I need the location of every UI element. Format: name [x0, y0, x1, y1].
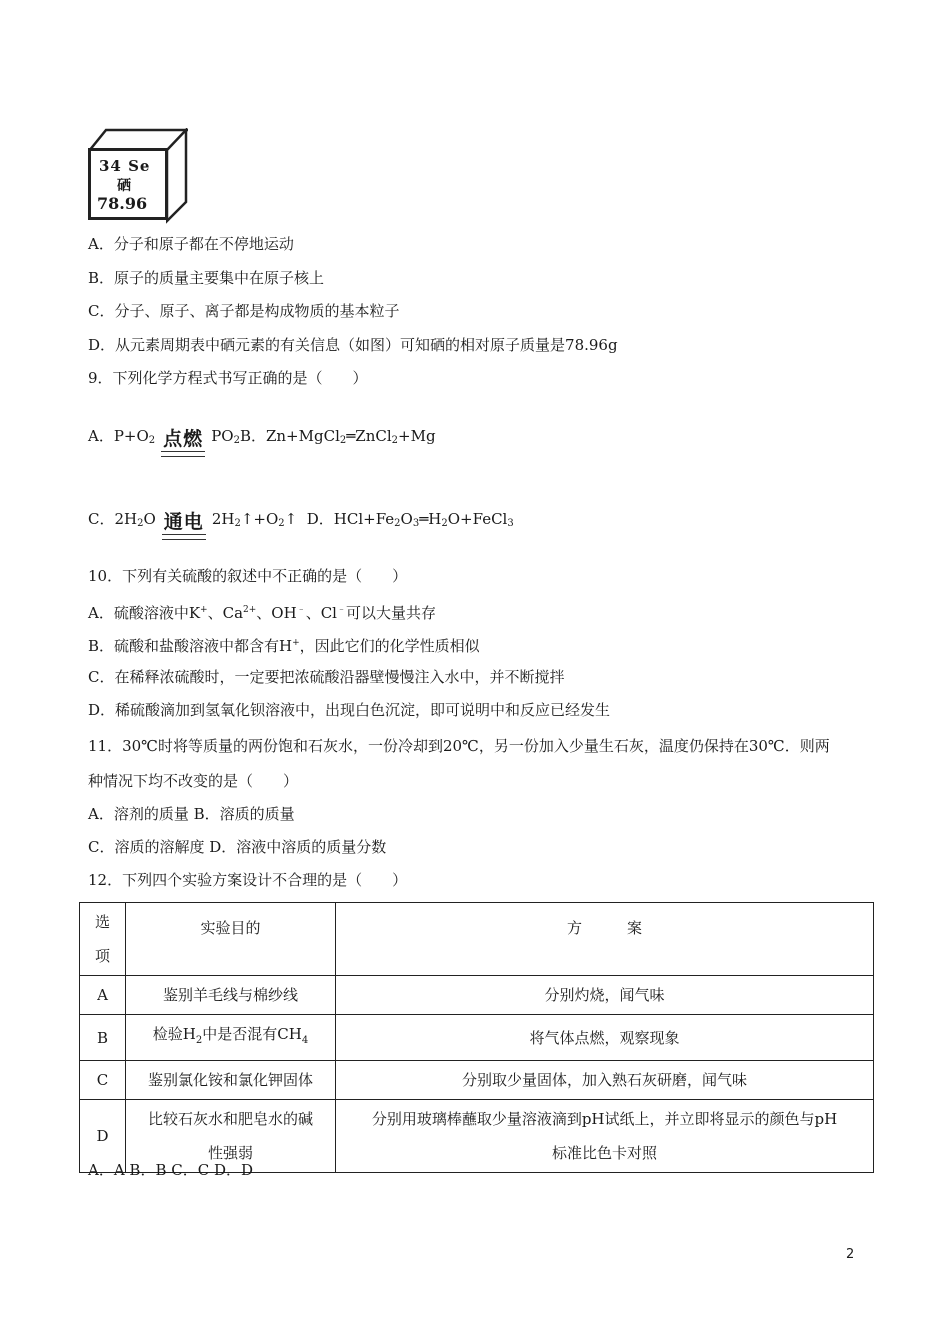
q9d-text-1: D．HCl+Fe	[306, 510, 395, 528]
row-d-option: D	[80, 1100, 126, 1173]
q9b-text-3: +Mg	[398, 427, 436, 445]
tile-atomic-mass: 78.96	[97, 194, 148, 213]
q9-options-cd	[88, 509, 514, 534]
q10a-sup2: 2+	[243, 605, 257, 615]
q9a-sub: 2	[148, 435, 156, 446]
q9b-text-2: ZnCl	[355, 427, 392, 445]
row-d-goal-line2: 性强弱	[207, 1144, 253, 1162]
q10a-sup1: +	[200, 605, 208, 615]
tile-element-name: 硒	[117, 178, 131, 194]
q9-options-ab	[88, 426, 436, 451]
row-d-plan-line2: 标准比色卡对照	[551, 1144, 657, 1162]
q12-options-table	[79, 902, 874, 1173]
q10-option-d: D．稀硫酸滴加到氢氧化钡溶液中，出现白色沉淀，即可说明中和反应已经发生	[88, 701, 611, 719]
q9a-condition-text: 点燃	[163, 428, 204, 450]
row-a-goal: 鉴别羊毛线与棉纱线	[126, 976, 336, 1015]
q10a-t4: 可以大量共存	[346, 604, 437, 622]
q9c-up: ↑	[284, 510, 298, 528]
row-a-option: A	[80, 976, 126, 1015]
q9a-condition-bar	[161, 451, 205, 457]
table-row	[80, 1015, 874, 1061]
q10a-sup4: ﹣	[336, 605, 346, 615]
q9c-o-sub: 2	[278, 518, 285, 529]
row-a-plan: 分别灼烧，闻气味	[336, 976, 874, 1015]
q9d-eq: ═	[419, 510, 429, 528]
row-d-plan	[336, 1100, 874, 1173]
row-b-goal-sub2: 4	[301, 1035, 309, 1046]
row-c-option: C	[80, 1061, 126, 1100]
row-c-plan: 分别取少量固体，加入熟石灰研磨，闻气味	[336, 1061, 874, 1100]
q11-stem-line2: 种情况下均不改变的是（ ）	[88, 772, 299, 790]
q9c-o: O	[143, 510, 156, 528]
q11-options-cd: C．溶质的溶解度 D．溶液中溶质的质量分数	[88, 838, 387, 856]
table-row	[80, 976, 874, 1015]
q10a-t2: 、OH	[256, 604, 297, 622]
row-d-goal-line1: 比较石灰水和肥皂水的碱	[147, 1110, 313, 1128]
row-b-goal-mid: 中是否混有CH	[202, 1025, 302, 1043]
tile-side-face	[166, 128, 188, 224]
table-header-row	[80, 903, 874, 976]
q9c-condition-bar	[162, 534, 206, 540]
header-plan: 方 案	[336, 903, 874, 976]
header-option	[80, 903, 126, 976]
table-row	[80, 1061, 874, 1100]
q10b-post: ，因此它们的化学性质相似	[299, 637, 480, 655]
q9-stem: 9．下列化学方程式书写正确的是（ ）	[88, 369, 368, 387]
q9a-product-sub: 2	[233, 435, 240, 446]
header-goal: 实验目的	[126, 903, 336, 976]
q9d-sub-1: 2	[394, 518, 401, 529]
page-number: 2	[846, 1247, 855, 1262]
q10a-t3: 、Cl	[305, 604, 337, 622]
q12-stem: 12．下列四个实验方案设计不合理的是（ ）	[88, 871, 408, 889]
q9c-condition	[164, 512, 204, 533]
q9d-h: H	[428, 510, 442, 528]
q9d-sub-2: 3	[412, 518, 420, 529]
q10-option-a	[88, 600, 436, 623]
row-b-goal-sub1: 2	[195, 1035, 203, 1046]
q9b-eq: ═	[346, 427, 356, 445]
q8-option-d: D．从元素周期表中硒元素的有关信息（如图）可知硒的相对原子质量是78.96g	[88, 336, 618, 354]
q8-option-a: A．分子和原子都在不停地运动	[88, 235, 294, 253]
q10a-sup3: ﹣	[296, 605, 306, 615]
row-b-plan: 将气体点燃，观察现象	[336, 1015, 874, 1061]
row-d-plan-line1: 分别用玻璃棒蘸取少量溶液滴到pH试纸上，并立即将显示的颜色与pH	[371, 1110, 838, 1128]
q9b-sub-1: 2	[339, 435, 347, 446]
row-b-goal-pre: 检验H	[152, 1025, 196, 1043]
q9a-prefix: A．P+O	[88, 427, 149, 445]
q9b-text-1: B．Zn+MgCl	[239, 427, 340, 445]
q9a-product: PO	[211, 427, 234, 445]
row-c-goal: 鉴别氯化铵和氯化钾固体	[126, 1061, 336, 1100]
q9d-o: O	[400, 510, 413, 528]
q8-option-c: C．分子、原子、离子都是构成物质的基本粒子	[88, 302, 400, 320]
q10-option-b	[88, 633, 480, 656]
q9b-sub-2: 2	[391, 435, 399, 446]
header-option-line1: 选	[94, 913, 110, 931]
q9c-prefix: C．2H	[88, 510, 138, 528]
q11-stem-line1: 11．30℃时将等质量的两份饱和石灰水，一份冷却到20℃，另一份加入少量生石灰，温度仍保持在30℃．则两	[88, 737, 830, 755]
row-b-goal	[126, 1015, 336, 1061]
q9c-condition-text: 通电	[163, 511, 204, 533]
q10a-t1: 、Ca	[207, 604, 244, 622]
q10-stem: 10．下列有关硫酸的叙述中不正确的是（ ）	[88, 567, 408, 585]
q10b-pre: B．硫酸和盐酸溶液中都含有H	[88, 637, 293, 655]
q8-option-b: B．原子的质量主要集中在原子核上	[88, 269, 325, 287]
q9c-sub: 2	[137, 518, 144, 529]
tile-number-symbol: 34 Se	[99, 157, 151, 175]
q9d-sub-4: 3	[507, 518, 514, 529]
header-option-line2: 项	[94, 947, 110, 965]
q10-option-c: C．在稀释浓硫酸时，一定要把浓硫酸沿器壁慢慢注入水中，并不断搅拌	[88, 668, 565, 686]
q9c-rest: ↑+O	[240, 510, 279, 528]
row-b-option: B	[80, 1015, 126, 1061]
q12-answer-options: A．A B．B C．C D．D	[88, 1161, 254, 1179]
q9d-sub-3: 2	[441, 518, 448, 529]
selenium-element-tile	[88, 128, 188, 224]
q10a-pre: A．硫酸溶液中K	[88, 604, 201, 622]
q9d-rest: O+FeCl	[447, 510, 508, 528]
q9a-condition	[163, 429, 203, 450]
q10b-sup: +	[292, 638, 300, 648]
q9c-h-sub: 2	[234, 518, 241, 529]
q11-options-ab: A．溶剂的质量 B．溶质的质量	[88, 805, 295, 823]
q9c-h: 2H	[211, 510, 235, 528]
tile-front-face	[88, 148, 168, 220]
